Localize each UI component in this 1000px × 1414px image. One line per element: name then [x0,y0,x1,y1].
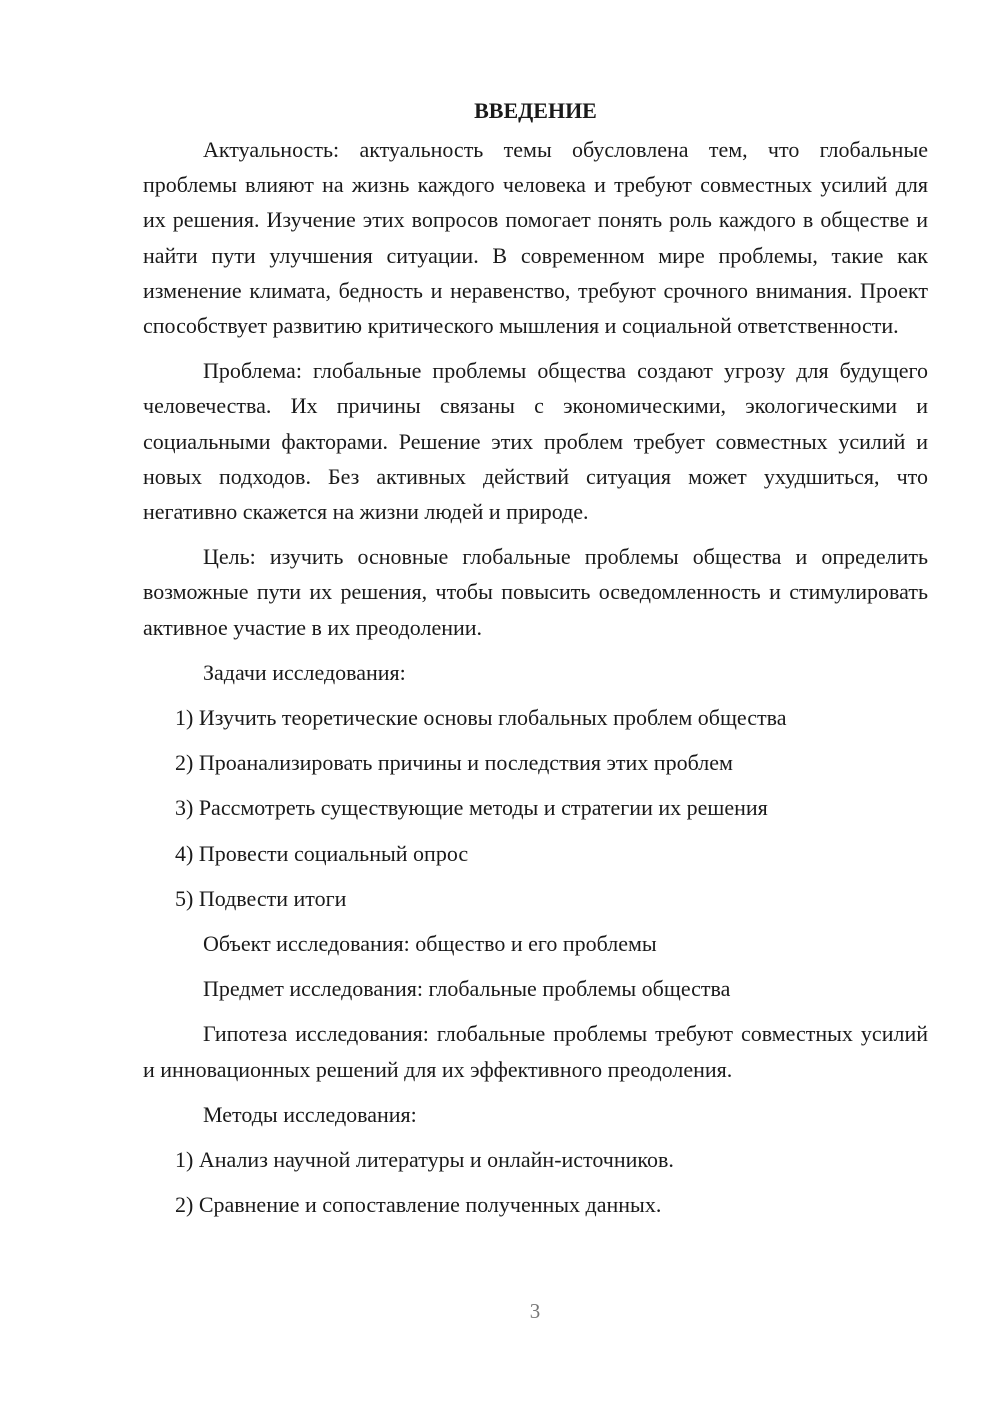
object-line: Объект исследования: общество и его проблемы [203,931,657,957]
method-item: 2) Сравнение и сопоставление полученных данных. [175,1192,662,1218]
document-page [143,96,928,1232]
tasks-heading: Задачи исследования: [203,659,406,685]
page-number: 3 [529,1299,541,1323]
task-item: 4) Провести социальный опрос [175,840,469,866]
method-item: 1) Анализ научной литературы и онлайн-источников. [175,1147,674,1173]
methods-heading: Методы исследования: [203,1101,417,1127]
task-item: 3) Рассмотреть существующие методы и стратегии их решения [175,795,768,821]
task-item: 2) Проанализировать причины и последствия этих проблем [175,750,733,776]
problem-paragraph: Проблема: глобальные проблемы общества создают угрозу для будущего человечества. Их причины связаны с экономическими, экологическими и социальными факторами. Решение этих проблем требует совместных усилий и новых подходов. Без активных действий ситуация может ухудшиться, что негативно скажется на жизни людей и природе. [143,358,928,525]
document-title: ВВЕДЕНИЕ [474,98,597,123]
task-item: 1) Изучить теоретические основы глобальных проблем общества [175,705,787,731]
relevance-paragraph: Актуальность: актуальность темы обусловлена тем, что глобальные проблемы влияют на жизнь каждого человека и требуют совместных усилий для их решения. Изучение этих вопросов помогает понять роль каждого в обществе и найти пути улучшения ситуации. В современном мире проблемы, такие как изменение климата, бедность и неравенство, требуют срочного внимания. Проект способствует развитию критического мышления и социальной ответственности. [143,137,928,339]
goal-paragraph: Цель: изучить основные глобальные проблемы общества и определить возможные пути их решения, чтобы повысить осведомленность и стимулировать активное участие в их преодолении. [143,544,928,640]
hypothesis-paragraph: Гипотеза исследования: глобальные проблемы требуют совместных усилий и инновационных решений для их эффективного преодоления. [143,1021,928,1082]
task-item: 5) Подвести итоги [175,885,347,911]
subject-line: Предмет исследования: глобальные проблемы общества [203,976,731,1002]
